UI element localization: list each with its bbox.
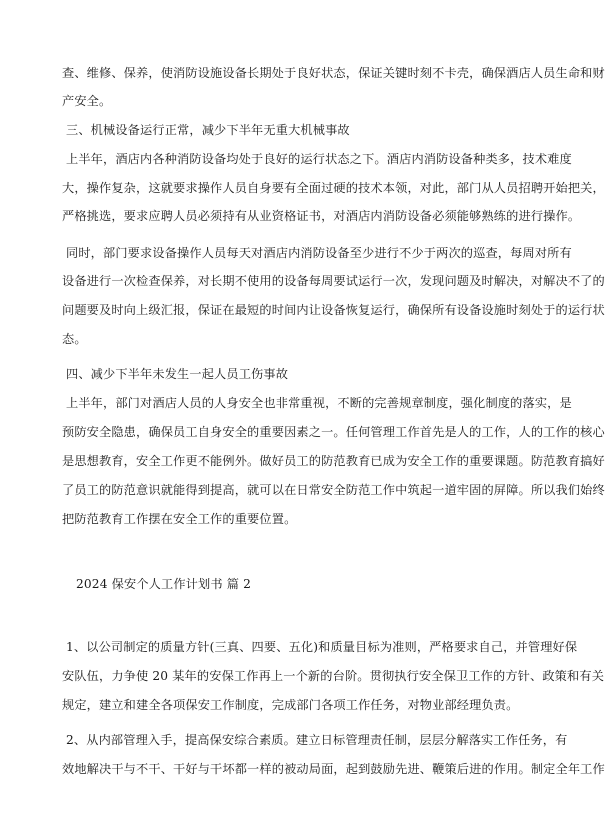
paragraph-line: 2、从内部管理入手，提高保安综合素质。建立日标管理责任制，层层分解落实工作任务，有 (66, 733, 568, 747)
paragraph-line: 设备进行一次检查保养，对长期不使用的设备每周要试运行一次，发现问题及时解决，对解决不了的 (62, 274, 605, 288)
paragraph-line: 1、以公司制定的质量方针(三真、四要、五化)和质量目标为准则，严格要求自己，并管理好保 (66, 640, 578, 654)
chapter-title: 2024 保安个人工作计划书 篇 2 (76, 577, 251, 591)
paragraph-line: 安队伍，力争使 20 某年的安保工作再上一个新的台阶。贯彻执行安全保卫工作的方针、政策和有关 (62, 669, 605, 683)
paragraph-line: 严格挑选，要求应聘人员必须持有从业资格证书，对酒店内消防设备必须能够熟练的进行操作。 (62, 209, 581, 223)
section-heading: 四、减少下半年未发生一起人员工伤事故 (66, 367, 289, 381)
paragraph-line: 预防安全隐患，确保员工自身安全的重要因素之一。任何管理工作首先是人的工作，人的工作的核心 (62, 425, 605, 439)
paragraph-line: 同时，部门要求设备操作人员每天对酒店内消防设备至少进行不少于两次的巡查，每周对所有 (66, 246, 572, 260)
paragraph-line: 是思想教育，安全工作更不能例外。做好员工的防范教育已成为安全工作的重要课题。防范教育搞好 (62, 454, 605, 468)
paragraph-line: 大，操作复杂，这就要求操作人员自身要有全面过硬的技术本领，对此，部门从人员招聘开始把关， (62, 181, 605, 195)
paragraph-line: 把防范教育工作摆在安全工作的重要位置。 (62, 512, 297, 526)
paragraph-line: 上半年，酒店内各种消防设备均处于良好的运行状态之下。酒店内消防设备种类多，技术难度 (66, 152, 572, 166)
paragraph-line: 了员工的防范意识就能得到提高，就可以在日常安全防范工作中筑起一道牢固的屏障。所以我们始终 (62, 483, 605, 497)
paragraph-line: 态。 (62, 332, 87, 346)
paragraph-line: 查、维修、保养，使消防设施设备长期处于良好状态，保证关键时刻不卡壳，确保酒店人员生命和财 (62, 66, 605, 80)
paragraph-line: 上半年，部门对酒店人员的人身安全也非常重视，不断的完善规章制度，强化制度的落实，是 (66, 396, 572, 410)
paragraph-line: 规定，建立和建全各项保安工作制度，完成部门各项工作任务，对物业部经理负责。 (62, 698, 519, 712)
paragraph-line: 问题要及时向上级汇报，保证在最短的时间内让设备恢复运行，确保所有设备设施时刻处于的运行状 (62, 303, 605, 317)
paragraph-line: 产安全。 (62, 94, 112, 108)
section-heading: 三、机械设备运行正常，减少下半年无重大机械事故 (66, 123, 350, 137)
paragraph-line: 效地解决干与不干、干好与干坏都一样的被动局面，起到鼓励先进、鞭策后进的作用。制定全年工作 (62, 762, 605, 776)
